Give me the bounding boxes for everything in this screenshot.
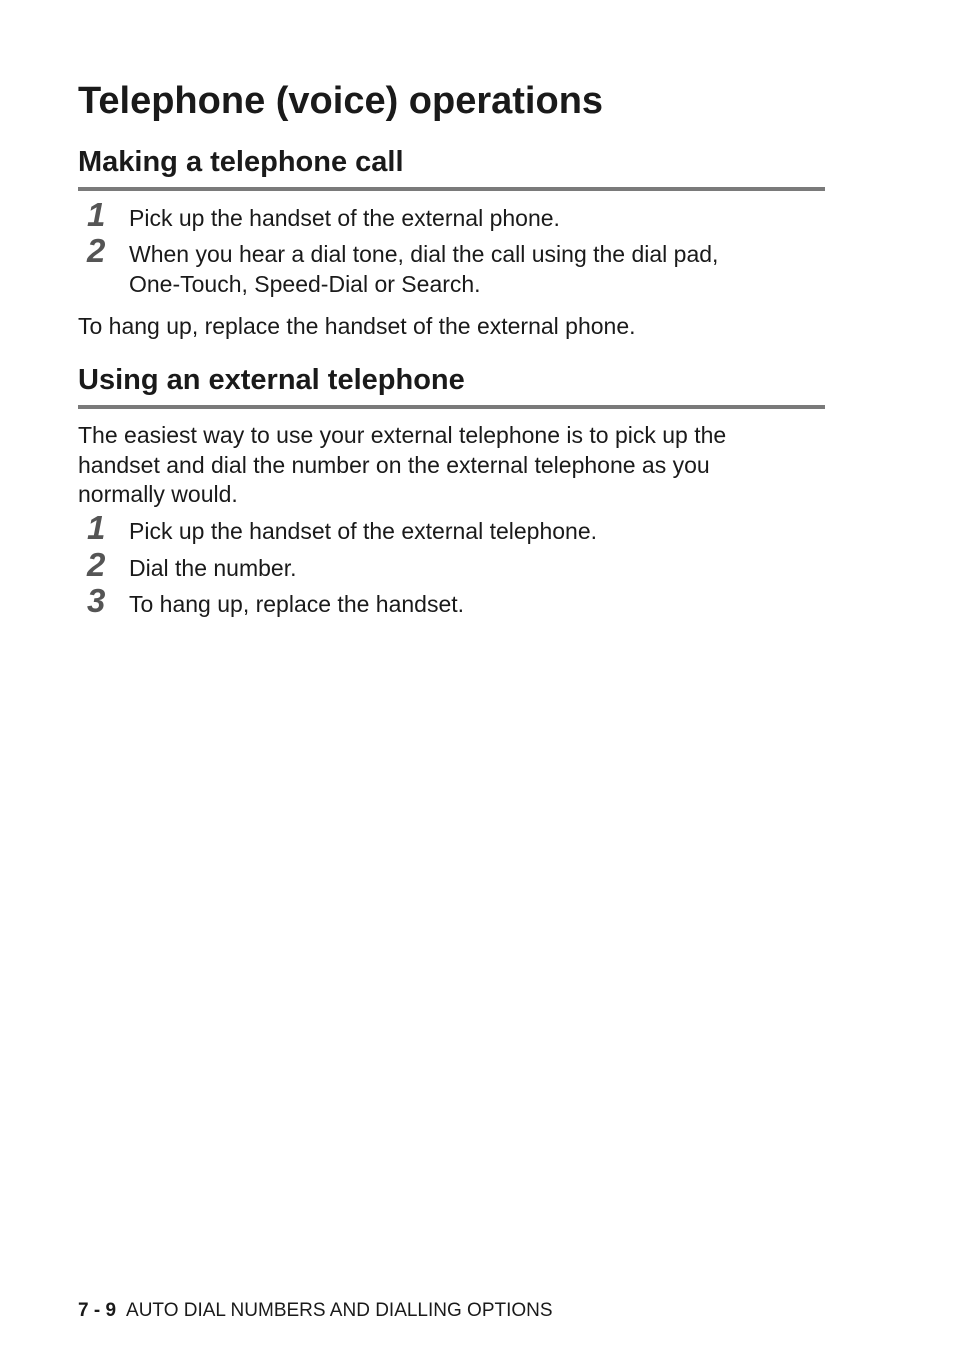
section-heading-making-call: Making a telephone call — [78, 146, 404, 178]
step-text: One-Touch, Speed-Dial or Search. — [129, 271, 481, 297]
step-text: Pick up the handset of the external phone. — [129, 205, 560, 231]
step-text: When you hear a dial tone, dial the call using the dial pad, — [129, 241, 719, 267]
step-number: 2 — [87, 546, 106, 583]
section-divider — [78, 405, 825, 409]
hang-up-note: To hang up, replace the handset of the external phone. — [78, 313, 636, 339]
step-text: Pick up the handset of the external telephone. — [129, 518, 597, 544]
step-number: 3 — [87, 582, 106, 619]
section-divider — [78, 187, 825, 191]
intro-paragraph-line: The easiest way to use your external telephone is to pick up the — [78, 422, 727, 448]
step-text: Dial the number. — [129, 555, 297, 581]
step-number: 1 — [87, 509, 106, 546]
page-title: Telephone (voice) operations — [78, 80, 604, 122]
step-number: 2 — [87, 232, 106, 269]
step-text: To hang up, replace the handset. — [129, 591, 465, 617]
chapter-title: AUTO DIAL NUMBERS AND DIALLING OPTIONS — [126, 1300, 553, 1321]
intro-paragraph-line: handset and dial the number on the external telephone as you — [78, 452, 710, 478]
page-number: 7 - 9 — [78, 1300, 117, 1321]
section-heading-external-telephone: Using an external telephone — [78, 364, 465, 396]
page-footer — [78, 1300, 553, 1322]
step-number: 1 — [87, 196, 106, 233]
intro-paragraph-line: normally would. — [78, 481, 238, 507]
